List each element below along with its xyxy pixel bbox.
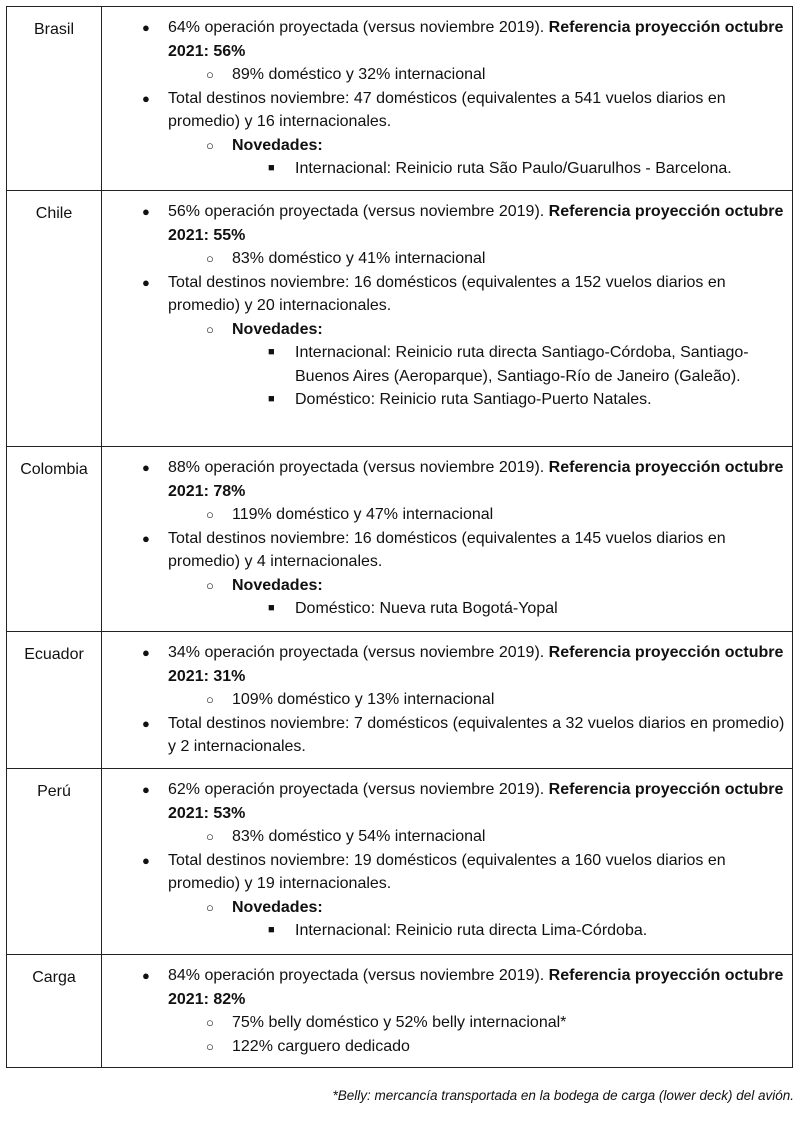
split-text: 89% doméstico y 32% internacional	[232, 66, 486, 83]
region-label: Brasil	[7, 7, 102, 191]
table-row	[7, 191, 793, 447]
novedades-heading	[102, 574, 786, 598]
operation-item	[102, 200, 786, 247]
table-row	[7, 447, 793, 632]
bullet-icon: ○	[206, 899, 214, 915]
bullet-icon: ■	[268, 924, 275, 936]
bullet-icon: ○	[206, 251, 214, 266]
table-row	[7, 7, 793, 191]
footnote: *Belly: mercancía transportada en la bodega de carga (lower deck) del avión.	[332, 1088, 794, 1103]
bullet-icon: ●	[142, 782, 150, 797]
destinations-item	[102, 271, 786, 318]
operations-table	[6, 6, 793, 1068]
novedades-label: Novedades:	[232, 320, 323, 338]
novedad-text: Doméstico: Nueva ruta Bogotá-Yopal	[295, 600, 558, 617]
operation-item	[102, 964, 786, 1011]
destinations-item	[102, 527, 786, 574]
novedades-label: Novedades:	[232, 576, 323, 594]
bullet-icon: ●	[142, 645, 150, 660]
destinations-item	[102, 87, 786, 134]
bullet-icon: ○	[206, 692, 214, 707]
region-label: Ecuador	[7, 632, 102, 769]
bullet-icon: ○	[206, 321, 214, 337]
novedades-label: Novedades:	[232, 136, 323, 154]
region-label: Carga	[7, 955, 102, 1068]
novedad-item	[102, 919, 786, 943]
split-item	[102, 247, 786, 271]
bullet-icon: ○	[206, 577, 214, 593]
split-text: 83% doméstico y 41% internacional	[232, 250, 486, 267]
region-details	[102, 769, 793, 955]
bullet-icon: ●	[142, 274, 150, 290]
table-row	[7, 955, 793, 1068]
operation-item	[102, 778, 786, 825]
split-item	[102, 1035, 786, 1059]
novedad-item	[102, 388, 786, 412]
operation-item	[102, 456, 786, 503]
operation-text: 62% operación proyectada (versus noviembre 2019).	[168, 781, 549, 798]
region-details	[102, 447, 793, 632]
region-details	[102, 7, 793, 191]
operation-text: 34% operación proyectada (versus noviembre 2019).	[168, 644, 549, 661]
table-row	[7, 632, 793, 769]
operation-text: 88% operación proyectada (versus noviembre 2019).	[168, 459, 549, 476]
region-details	[102, 191, 793, 447]
bullet-icon: ●	[142, 968, 150, 983]
operation-item	[102, 641, 786, 688]
region-label: Colombia	[7, 447, 102, 632]
split-item	[102, 1011, 786, 1035]
novedad-item	[102, 341, 786, 388]
region-details	[102, 955, 793, 1068]
bullet-icon: ○	[206, 1015, 214, 1030]
reference-text: Referencia proyección octubre 2021: 55%	[168, 203, 784, 244]
novedad-text: Internacional: Reinicio ruta directa Lima-Córdoba.	[295, 922, 648, 939]
operation-text: 84% operación proyectada (versus noviembre 2019).	[168, 967, 549, 984]
split-item	[102, 688, 786, 712]
split-item	[102, 825, 786, 849]
reference-text: Referencia proyección octubre 2021: 82%	[168, 967, 784, 1008]
bullet-icon: ●	[142, 204, 150, 219]
split-text: 75% belly doméstico y 52% belly internacional*	[232, 1014, 567, 1031]
bullet-icon: ○	[206, 1038, 214, 1054]
reference-text: Referencia proyección octubre 2021: 78%	[168, 459, 784, 500]
operation-item	[102, 16, 786, 63]
split-item	[102, 63, 786, 87]
destinations-item	[102, 849, 786, 896]
bullet-icon: ○	[206, 507, 214, 522]
bullet-icon: ■	[268, 393, 275, 405]
novedades-heading	[102, 134, 786, 158]
bullet-icon: ●	[142, 530, 150, 546]
bullet-icon: ■	[268, 346, 275, 358]
novedad-item	[102, 597, 786, 621]
operation-text: 64% operación proyectada (versus noviembre 2019).	[168, 19, 549, 36]
region-details	[102, 632, 793, 769]
bullet-icon: ●	[142, 90, 150, 106]
novedad-text: Internacional: Reinicio ruta São Paulo/Guarulhos - Barcelona.	[295, 160, 732, 177]
destinations-text: Total destinos noviembre: 19 domésticos (equivalentes a 160 vuelos diarios en promedio) y 19 internacionales.	[168, 851, 726, 892]
split-text: 122% carguero dedicado	[232, 1037, 410, 1055]
split-text: 83% doméstico y 54% internacional	[232, 828, 486, 845]
table-row	[7, 769, 793, 955]
destinations-text: Total destinos noviembre: 16 domésticos (equivalentes a 152 vuelos diarios en promedio) y 20 internacionales.	[168, 273, 726, 314]
destinations-text: Total destinos noviembre: 7 domésticos (equivalentes a 32 vuelos diarios en promedio) y 2 internacionales.	[168, 714, 785, 755]
novedades-heading	[102, 896, 786, 920]
reference-text: Referencia proyección octubre 2021: 53%	[168, 781, 784, 822]
reference-text: Referencia proyección octubre 2021: 56%	[168, 19, 784, 60]
split-item	[102, 503, 786, 527]
bullet-icon: ■	[268, 602, 275, 614]
novedad-text: Doméstico: Reinicio ruta Santiago-Puerto Natales.	[295, 391, 652, 408]
bullet-icon: ●	[142, 460, 150, 475]
operation-text: 56% operación proyectada (versus noviembre 2019).	[168, 203, 549, 220]
bullet-icon: ●	[142, 20, 150, 35]
region-label: Perú	[7, 769, 102, 955]
bullet-icon: ○	[206, 137, 214, 153]
bullet-icon: ■	[268, 162, 275, 174]
novedades-heading	[102, 318, 786, 342]
bullet-icon: ○	[206, 67, 214, 82]
novedades-label: Novedades:	[232, 898, 323, 916]
destinations-item	[102, 712, 786, 759]
bullet-icon: ●	[142, 852, 150, 868]
bullet-icon: ●	[142, 715, 150, 731]
split-text: 119% doméstico y 47% internacional	[232, 506, 494, 523]
bullet-icon: ○	[206, 829, 214, 844]
novedad-item	[102, 157, 786, 181]
region-label: Chile	[7, 191, 102, 447]
novedad-text: Internacional: Reinicio ruta directa Santiago-Córdoba, Santiago-Buenos Aires (Aeroparque), Santiago-Río de Janeiro (Galeão).	[295, 344, 749, 385]
split-text: 109% doméstico y 13% internacional	[232, 691, 495, 708]
destinations-text: Total destinos noviembre: 16 domésticos (equivalentes a 145 vuelos diarios en promedio) y 4 internacionales.	[168, 529, 726, 570]
destinations-text: Total destinos noviembre: 47 domésticos (equivalentes a 541 vuelos diarios en promedio) y 16 internacionales.	[168, 89, 726, 130]
reference-text: Referencia proyección octubre 2021: 31%	[168, 644, 784, 685]
